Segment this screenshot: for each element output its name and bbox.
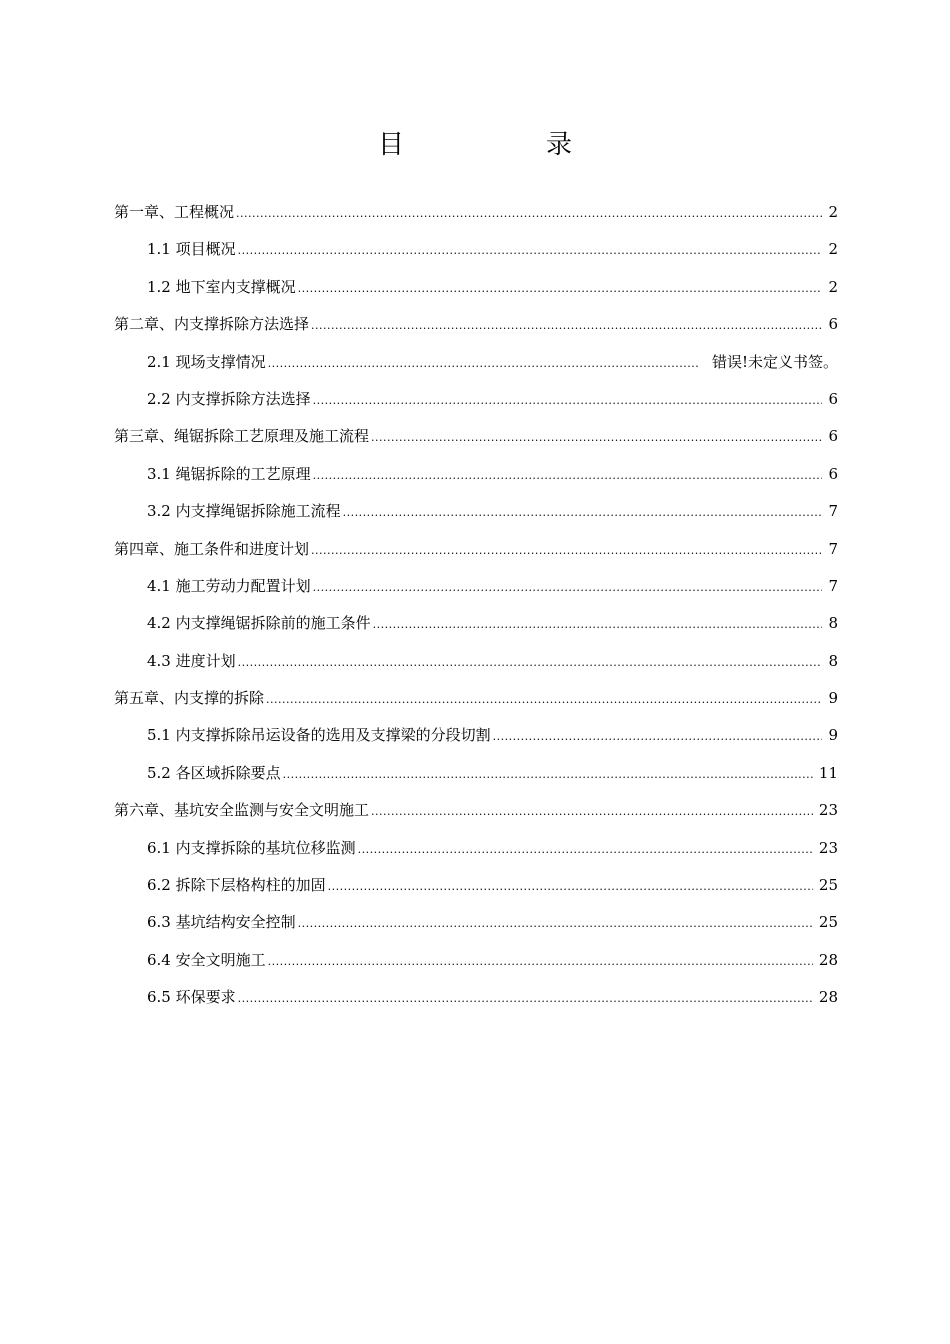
toc-entry-label: 2.1 现场支撑情况	[147, 352, 266, 371]
toc-entry[interactable]	[114, 755, 838, 792]
toc-leader-dots	[313, 457, 822, 494]
toc-entry[interactable]	[114, 979, 838, 1016]
toc-entry-label: 4.3 进度计划	[147, 651, 236, 670]
toc-entry-page: 2	[828, 203, 838, 221]
toc-entry-page: 7	[828, 539, 838, 558]
toc-leader-dots	[313, 569, 822, 606]
toc-entry-page: 28	[818, 950, 838, 969]
toc-entry[interactable]	[114, 231, 838, 268]
toc-entry[interactable]	[114, 306, 838, 343]
toc-entry-label: 4.2 内支撑绳锯拆除前的施工条件	[147, 614, 371, 633]
toc-entry[interactable]	[114, 717, 838, 754]
toc-entry-page: 9	[828, 689, 838, 708]
toc-entry[interactable]	[114, 194, 838, 231]
toc-leader-dots	[311, 532, 822, 569]
toc-entry-label: 6.4 安全文明施工	[147, 950, 266, 969]
toc-entry-page: 6	[828, 315, 838, 334]
toc-entry-page: 2	[828, 277, 838, 296]
toc-leader-dots	[358, 831, 813, 868]
toc-entry-page: 28	[818, 988, 838, 1007]
toc-entry-label: 5.1 内支撑拆除吊运设备的选用及支撑梁的分段切割	[147, 726, 491, 745]
toc-leader-dots	[298, 905, 813, 942]
toc-leader-dots	[238, 232, 822, 269]
toc-leader-dots	[371, 419, 822, 456]
toc-entry-page: 6	[828, 427, 838, 446]
toc-entry[interactable]	[114, 381, 838, 418]
toc-leader-dots	[343, 494, 822, 531]
toc-entry-page: 25	[818, 876, 838, 895]
toc-entry-page: 8	[828, 614, 838, 633]
toc-entry[interactable]	[114, 867, 838, 904]
toc-entry-label: 第五章、内支撑的拆除	[114, 689, 265, 708]
toc-entry-page: 11	[818, 763, 838, 782]
toc-entry-label: 1.2 地下室内支撑概况	[147, 277, 296, 296]
toc-entry[interactable]	[114, 792, 838, 829]
toc-leader-dots	[298, 270, 822, 307]
toc-entry-label: 6.1 内支撑拆除的基坑位移监测	[147, 838, 356, 857]
toc-entry-label: 6.3 基坑结构安全控制	[147, 913, 296, 932]
toc-leader-dots	[313, 382, 822, 419]
toc-entry-label: 第六章、基坑安全监测与安全文明施工	[114, 801, 370, 820]
toc-leader-dots	[266, 681, 822, 718]
toc-leader-dots	[268, 943, 813, 980]
toc-entry-label: 4.1 施工劳动力配置计划	[147, 576, 311, 595]
toc-entry[interactable]	[114, 942, 838, 979]
toc-entry-page: 7	[828, 576, 838, 595]
toc-leader-dots	[328, 868, 813, 905]
toc-entry-label: 6.2 拆除下层格构柱的加固	[147, 876, 326, 895]
toc-leader-dots	[238, 980, 813, 1017]
toc-entry[interactable]	[114, 493, 838, 530]
toc-entry[interactable]	[114, 269, 838, 306]
toc-leader-dots	[311, 307, 822, 344]
toc-entry[interactable]	[114, 605, 838, 642]
toc-list	[114, 194, 838, 1017]
toc-entry-label: 3.2 内支撑绳锯拆除施工流程	[147, 502, 341, 521]
toc-leader-dots	[371, 793, 813, 830]
toc-entry-page: 9	[828, 726, 838, 745]
toc-entry-label: 第一章、工程概况	[114, 203, 235, 221]
toc-entry-page: 6	[828, 464, 838, 483]
toc-entry[interactable]	[114, 531, 838, 568]
toc-entry-label: 3.1 绳锯拆除的工艺原理	[147, 464, 311, 483]
toc-entry-label: 第二章、内支撑拆除方法选择	[114, 315, 310, 334]
toc-entry-page: 23	[818, 801, 838, 820]
toc-entry-page: 23	[818, 838, 838, 857]
toc-entry-label: 6.5 环保要求	[147, 988, 236, 1007]
toc-leader-dots	[268, 345, 698, 382]
toc-entry[interactable]	[114, 680, 838, 717]
toc-entry-label: 2.2 内支撑拆除方法选择	[147, 389, 311, 408]
toc-entry-page: 6	[828, 389, 838, 408]
toc-entry[interactable]	[114, 456, 838, 493]
toc-leader-dots	[493, 718, 822, 755]
toc-entry-page: 2	[828, 240, 838, 259]
toc-entry-label: 5.2 各区域拆除要点	[147, 763, 281, 782]
toc-entry[interactable]	[114, 643, 838, 680]
toc-leader-dots	[283, 756, 813, 793]
toc-entry-page: 8	[828, 651, 838, 670]
toc-entry[interactable]	[114, 904, 838, 941]
toc-entry-label: 1.1 项目概况	[147, 240, 236, 259]
toc-title: 目 录	[377, 130, 630, 160]
toc-leader-dots	[238, 644, 822, 681]
toc-entry[interactable]	[114, 418, 838, 455]
toc-entry-page-error: 错误!未定义书签。	[711, 352, 838, 371]
toc-entry-page: 25	[818, 913, 838, 932]
toc-leader-dots	[236, 195, 822, 232]
toc-entry[interactable]	[114, 830, 838, 867]
toc-entry[interactable]	[114, 344, 838, 381]
toc-entry-page: 7	[828, 502, 838, 521]
toc-entry-label: 第四章、施工条件和进度计划	[114, 539, 310, 558]
toc-entry-label: 第三章、绳锯拆除工艺原理及施工流程	[114, 427, 370, 446]
toc-leader-dots	[373, 606, 822, 643]
toc-entry[interactable]	[114, 568, 838, 605]
